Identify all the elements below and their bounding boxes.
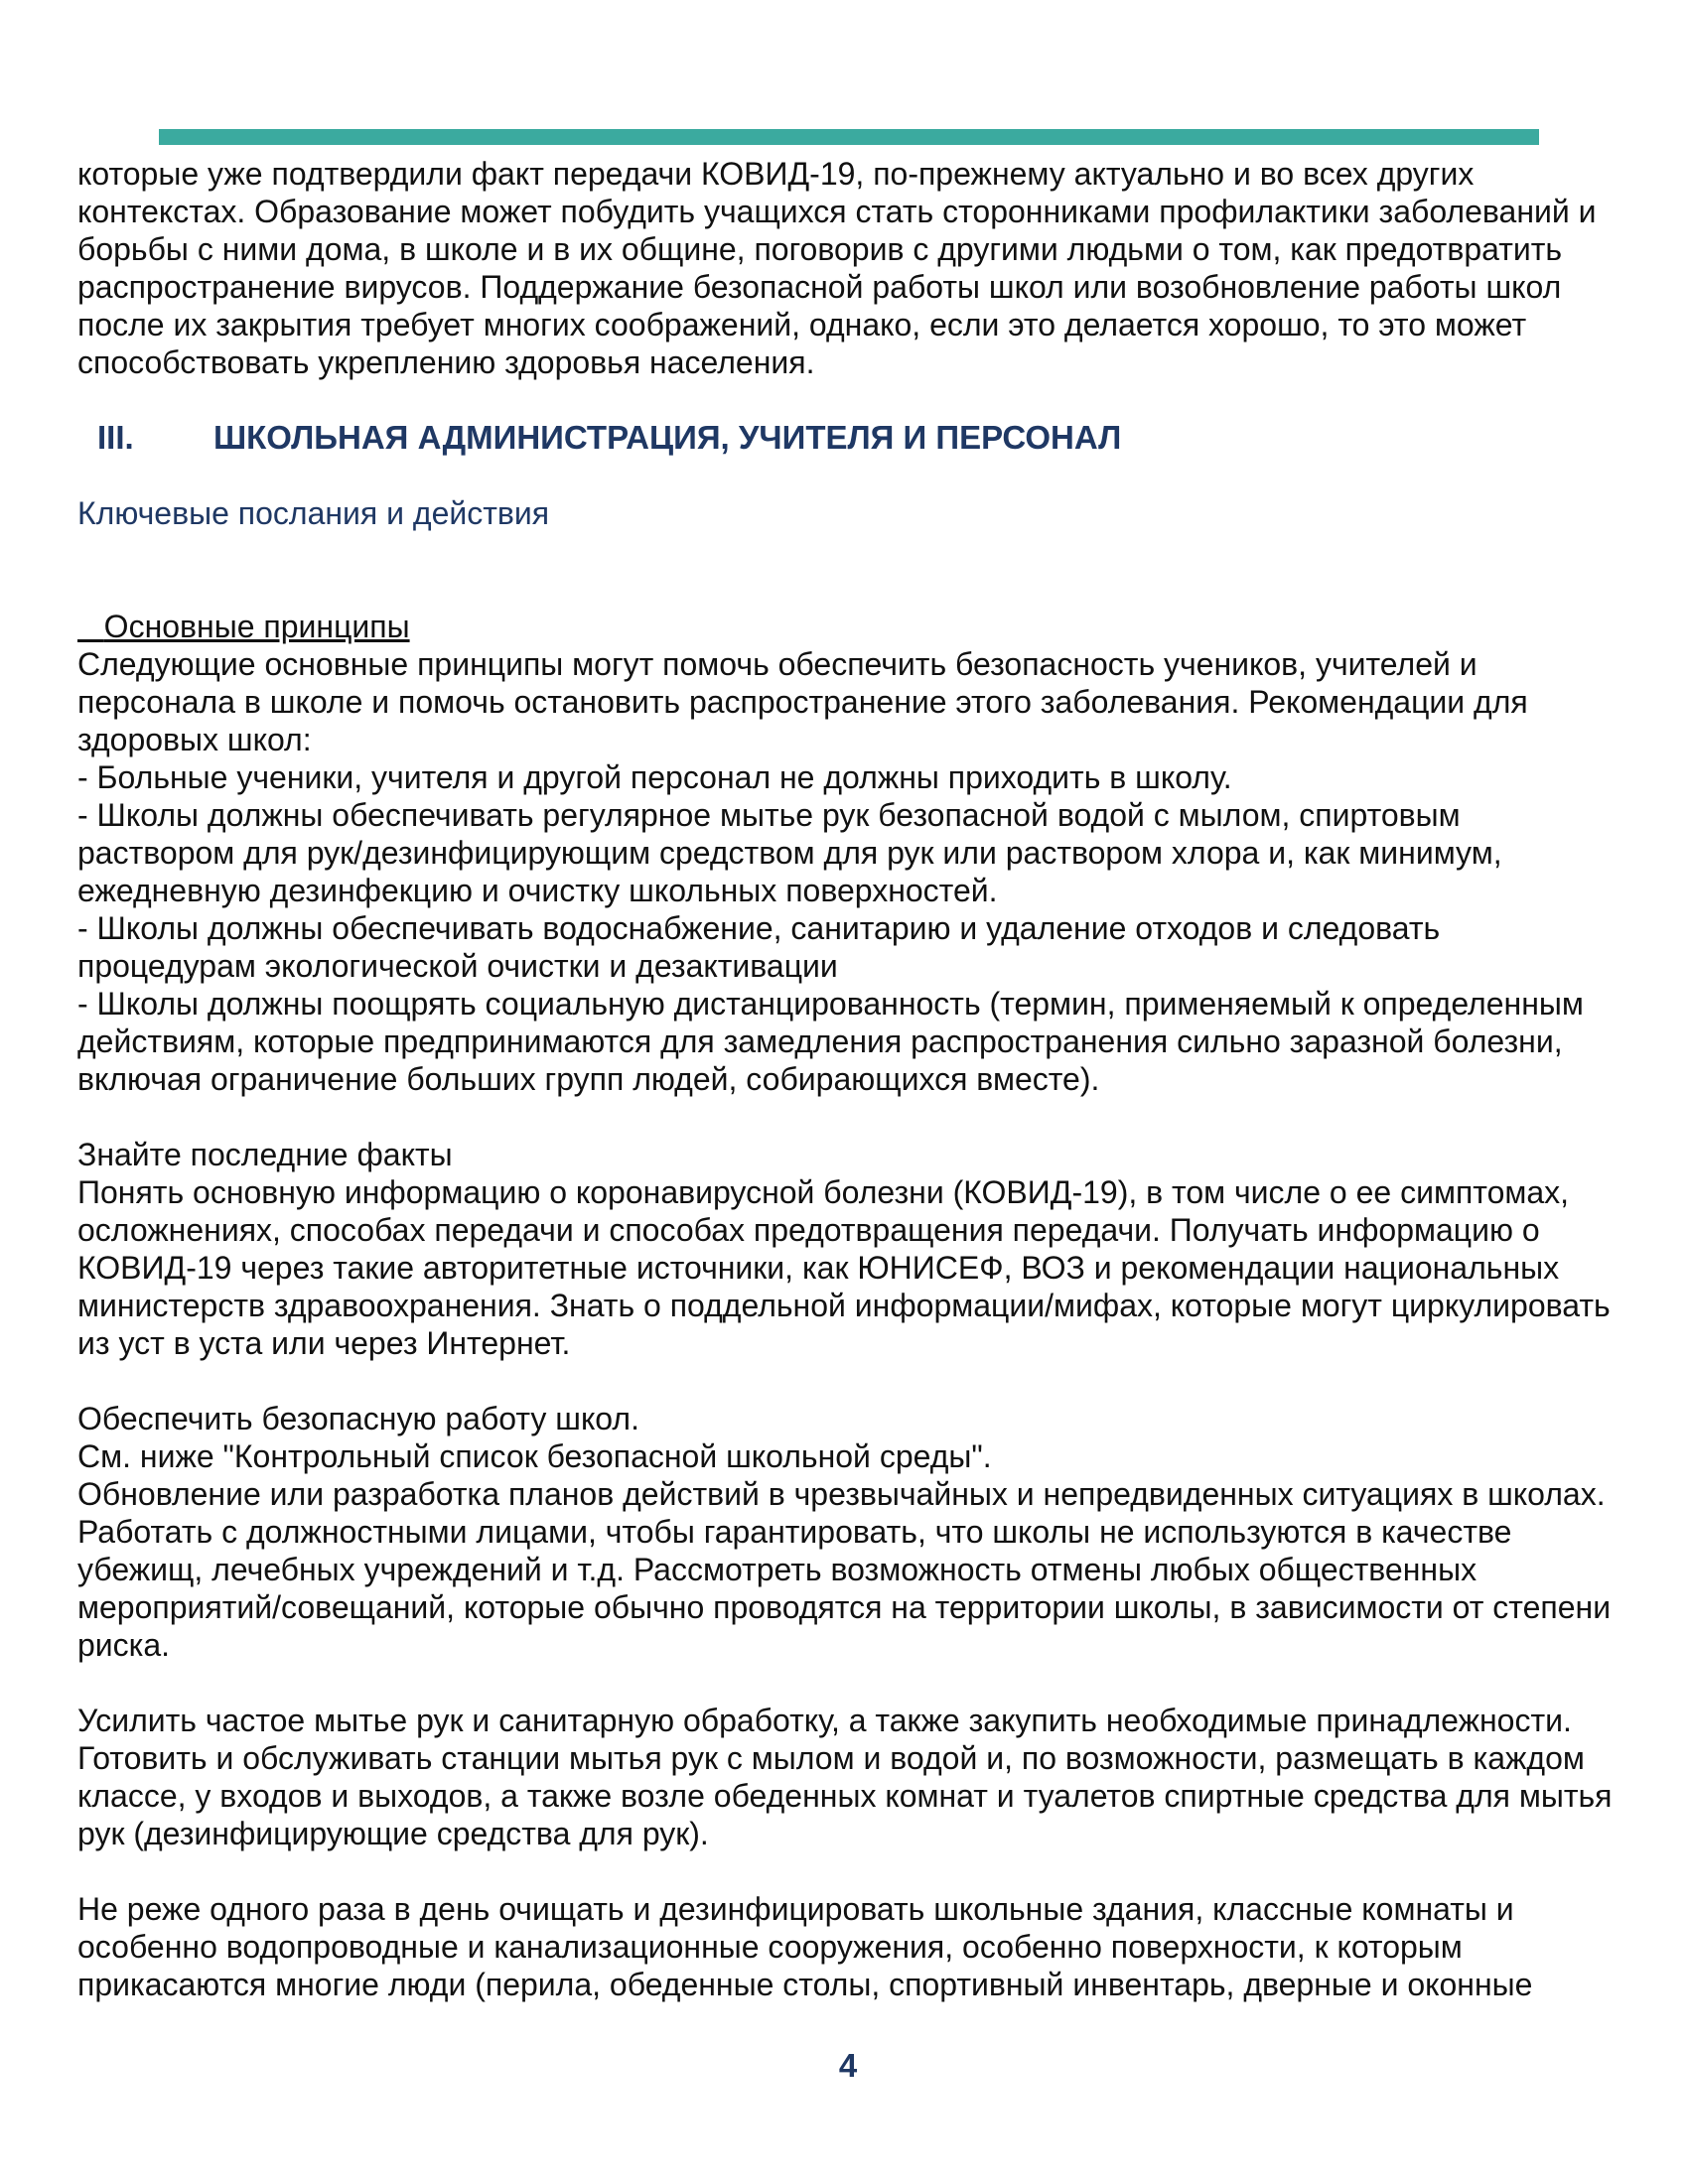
spacer bbox=[77, 1362, 1618, 1400]
principles-heading: Основные принципы bbox=[103, 609, 410, 644]
principle-item: - Школы должны обеспечивать водоснабжение, санитарию и удаление отходов и следовать процедурам экологической очистки и дезактивации bbox=[77, 910, 1441, 984]
principle-item: - Больные ученики, учителя и другой персонал не должны приходить в школу. bbox=[77, 759, 1232, 795]
section-number: III. bbox=[97, 419, 134, 456]
facts-heading: Знайте последние факты bbox=[77, 1137, 453, 1172]
principles-intro: Следующие основные принципы могут помочь обеспечить безопасность учеников, учителей и персонала в школе и помочь остановить распространение этого заболевания. Рекомендации для здоровых школ: bbox=[77, 646, 1528, 757]
intro-paragraph: которые уже подтвердили факт передачи КОВИД-19, по-прежнему актуально и во всех других контекстах. Образование может побудить учащихся стать сторонниками профилактики заболеваний и борьбы с ними дома, в школе и в их общине, поговорив с другими людьми о том, как предотвратить распространение вирусов. Поддержание безопасной работы школ или возобновление работы школ после их закрытия требует многих соображений, однако, если это делается хорошо, то это может способствовать укреплению здоровья населения. bbox=[77, 156, 1597, 380]
safe-ops-note: См. ниже "Контрольный список безопасной школьной среды". bbox=[77, 1438, 992, 1474]
facts-paragraph: Понять основную информацию о коронавирусной болезни (КОВИД-19), в том числе о ее симптомах, осложнениях, способах передачи и способах предотвращения передачи. Получать информацию о КОВИД-19 через такие авторитетные источники, как ЮНИСЕФ, ВОЗ и рекомендации национальных министерств здравоохранения. Знать о поддельной информации/мифах, которые могут циркулировать из уст в уста или через Интернет. bbox=[77, 1174, 1611, 1361]
handwashing-paragraph: Усилить частое мытье рук и санитарную обработку, а также закупить необходимые принадлежности. Готовить и обслуживать станции мытья рук с мылом и водой и, по возможности, размещать в каждом классе, у входов и выходов, а также возле обеденных комнат и туалетов спиртные средства для мытья рук (дезинфицирующие средства для рук). bbox=[77, 1703, 1613, 1851]
spacer bbox=[77, 2003, 1618, 2047]
principle-item: - Школы должны поощрять социальную дистанцированность (термин, применяемый к определенным действиям, которые предпринимаются для замедления распространения сильно заразной болезни, включая ограничение больших групп людей, собирающихся вместе). bbox=[77, 986, 1584, 1097]
subsection-title: Ключевые послания и действия bbox=[77, 495, 550, 531]
spacer bbox=[77, 532, 1618, 608]
spacer bbox=[77, 381, 1618, 419]
principle-item: - Школы должны обеспечивать регулярное мытье рук безопасной водой с мылом, спиртовым раствором для рук/дезинфицирующим средством для рук или раствором хлора и, как минимум, ежедневную дезинфекцию и очистку школьных поверхностей. bbox=[77, 797, 1502, 908]
section-title: ШКОЛЬНАЯ АДМИНИСТРАЦИЯ, УЧИТЕЛЯ И ПЕРСОНАЛ bbox=[213, 419, 1122, 456]
page-number: 4 bbox=[838, 2047, 858, 2084]
section-heading bbox=[77, 419, 1618, 457]
accent-bar bbox=[159, 129, 1539, 145]
safe-ops-heading: Обеспечить безопасную работу школ. bbox=[77, 1401, 639, 1436]
safe-ops-paragraph: Обновление или разработка планов действий в чрезвычайных и непредвиденных ситуациях в школах. Работать с должностными лицами, чтобы гарантировать, что школы не используются в качестве убежищ, лечебных учреждений и т.д. Рассмотреть возможность отмены любых общественных мероприятий/совещаний, которые обычно проводятся на территории школы, в зависимости от степени риска. bbox=[77, 1476, 1612, 1663]
spacer bbox=[77, 1664, 1618, 1702]
spacer bbox=[77, 1852, 1618, 1890]
page-content bbox=[0, 155, 1688, 2085]
spacer bbox=[77, 1098, 1618, 1136]
cleaning-paragraph: Не реже одного раза в день очищать и дезинфицировать школьные здания, классные комнаты и особенно водопроводные и канализационные сооружения, особенно поверхности, к которым прикасаются многие люди (перила, обеденные столы, спортивный инвентарь, дверные и оконные bbox=[77, 1891, 1533, 2002]
spacer bbox=[77, 457, 1618, 494]
